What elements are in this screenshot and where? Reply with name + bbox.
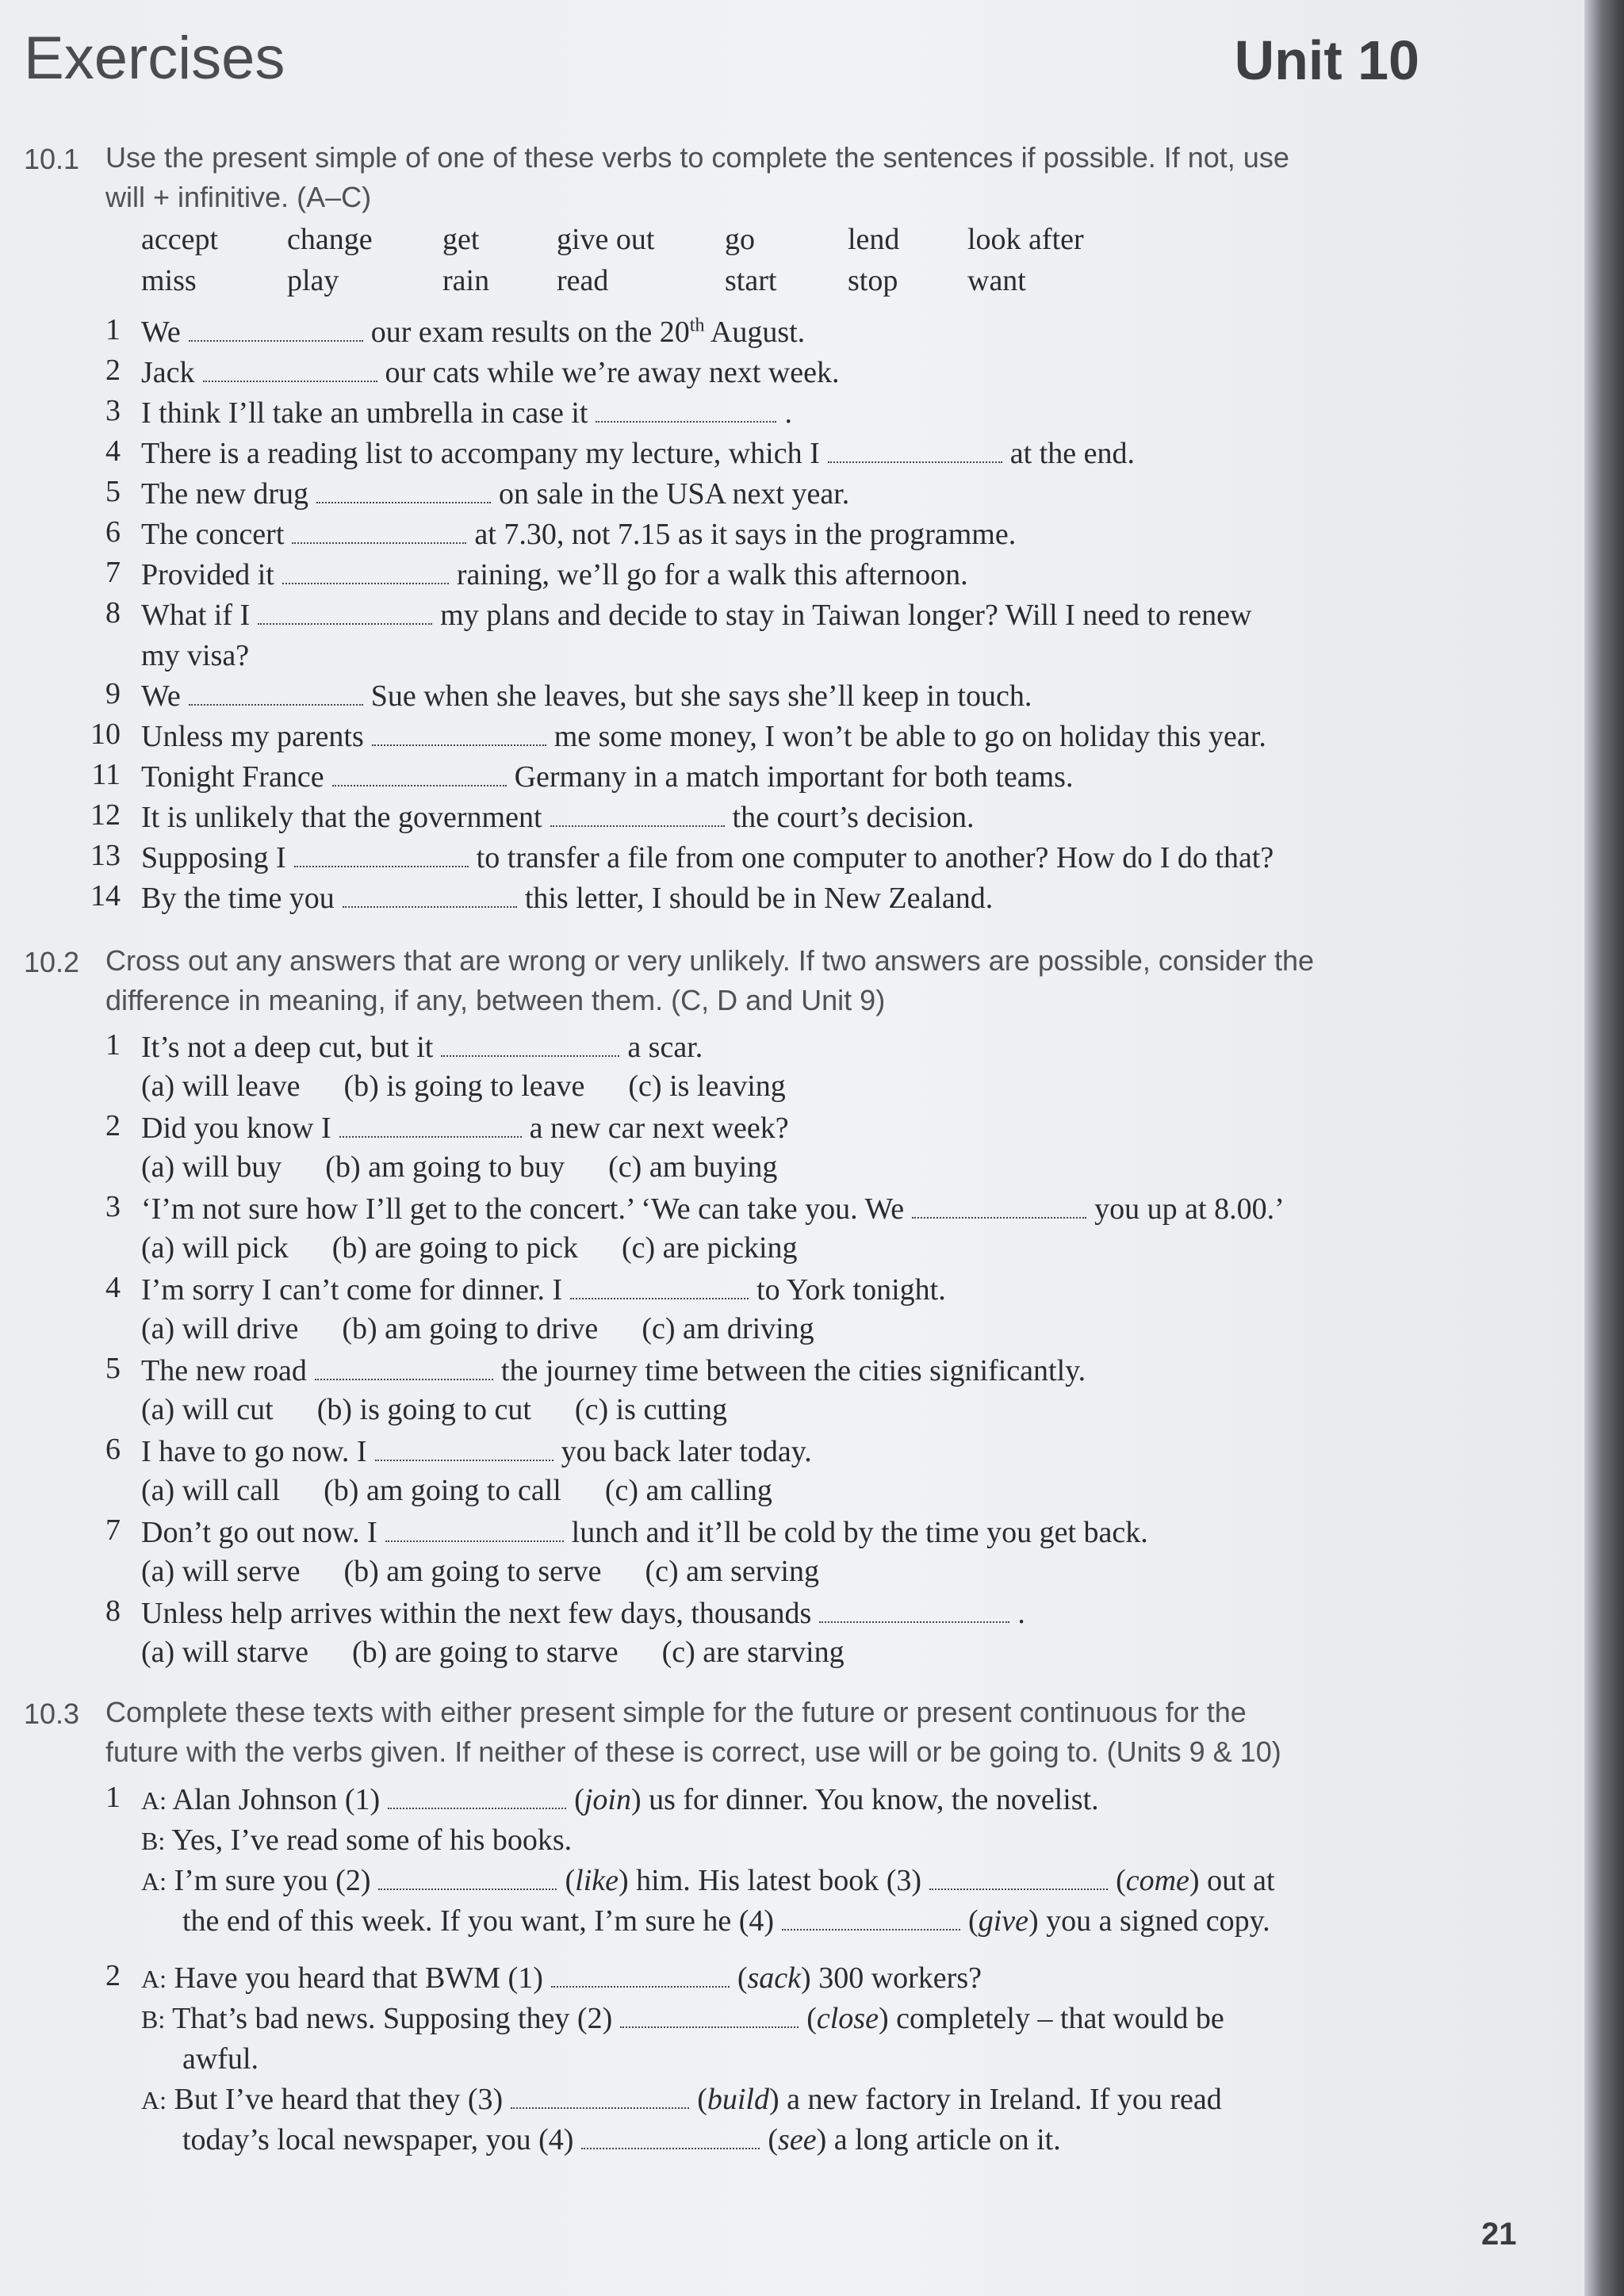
answer-option[interactable]: (c) am serving <box>645 1555 819 1588</box>
item-number: 1 <box>105 1028 121 1062</box>
item-text: me some money, I won’t be able to go on holiday this year. <box>553 720 1266 753</box>
answer-blank[interactable] <box>282 561 449 584</box>
answer-option[interactable]: (a) will buy <box>141 1150 282 1184</box>
item-text: at 7.30, not 7.15 as it says in the programme. <box>474 518 1017 551</box>
item-text: It is unlikely that the government <box>141 801 542 834</box>
instruction-line: future with the verbs given. If neither of these is correct, use will or be going to. (Units 9 & 10) <box>105 1735 1281 1768</box>
item-number: 6 <box>105 1433 121 1466</box>
answer-option[interactable]: (b) is going to leave <box>343 1070 585 1103</box>
answer-blank[interactable] <box>292 520 466 544</box>
item-text: to York tonight. <box>756 1273 946 1307</box>
exercise-number: 10.2 <box>24 946 80 978</box>
item-text: We <box>141 316 181 349</box>
verb-prompt: like <box>575 1864 619 1897</box>
dialogue-text: us for dinner. You know, the novelist. <box>649 1783 1099 1816</box>
answer-option[interactable]: (a) will call <box>141 1474 281 1507</box>
item-text: What if I <box>141 599 251 632</box>
item-text: a scar. <box>627 1031 703 1064</box>
word-bank-item: read <box>557 264 609 297</box>
item-text: my plans and decide to stay in Taiwan longer? Will I need to renew <box>440 599 1252 632</box>
answer-blank[interactable] <box>316 480 491 503</box>
item-text: By the time you <box>141 882 335 915</box>
instruction-line: Use the present simple of one of these verbs to complete the sentences if possible. If not, use <box>105 141 1289 174</box>
dialogue-text: the end of this week. If you want, I’m sure he (4) <box>182 1904 775 1938</box>
answer-options <box>141 1635 888 1670</box>
word-bank-item: lend <box>848 223 900 256</box>
answer-blank[interactable] <box>315 1357 493 1380</box>
answer-blank[interactable] <box>378 1866 557 1890</box>
answer-blank[interactable] <box>189 318 363 342</box>
answer-option[interactable]: (b) are going to pick <box>331 1231 578 1265</box>
instruction-line: Complete these texts with either present simple for the future or present continuous for the <box>105 1696 1247 1728</box>
answer-option[interactable]: (b) am going to buy <box>325 1150 565 1184</box>
item-text: Provided it <box>141 558 274 591</box>
item-text: you back later today. <box>561 1435 812 1468</box>
instruction-line: Cross out any answers that are wrong or very unlikely. If two answers are possible, consider the <box>105 944 1315 977</box>
dialogue-text: But I’ve heard that they (3) <box>174 2083 504 2116</box>
verb-prompt: join <box>584 1783 631 1816</box>
word-bank-item: want <box>967 264 1026 297</box>
instruction-line: difference in meaning, if any, between them. (C, D and Unit 9) <box>105 984 886 1016</box>
item-number: 11 <box>91 758 121 791</box>
unit-label: Unit 10 <box>1234 29 1419 91</box>
dialogue-text: completely – that would be <box>896 2002 1224 2035</box>
item-number: 1 <box>105 1781 121 1814</box>
answer-options <box>141 1069 829 1104</box>
answer-blank[interactable] <box>294 844 469 867</box>
exercise-instructions <box>105 138 1406 217</box>
item-text: Jack <box>141 356 195 389</box>
answer-options <box>141 1311 858 1346</box>
item-text: It’s not a deep cut, but it <box>141 1031 434 1064</box>
item-text: Don’t go out now. I <box>141 1516 377 1549</box>
answer-blank[interactable] <box>388 1785 566 1809</box>
answer-blank[interactable] <box>550 803 725 827</box>
item-text: Supposing I <box>141 841 286 874</box>
word-bank-item: get <box>442 223 480 256</box>
item-number: 5 <box>105 1352 121 1385</box>
item-text: Unless help arrives within the next few days, thousands <box>141 1597 812 1630</box>
verb-prompt: build <box>707 2083 769 2116</box>
answer-option[interactable]: (b) am going to call <box>324 1474 561 1507</box>
item-text: The concert <box>141 518 285 551</box>
speaker-label: B: <box>141 1827 166 1855</box>
answer-blank[interactable] <box>189 682 363 706</box>
item-number: 4 <box>105 434 121 468</box>
answer-option[interactable]: (c) am buying <box>608 1150 778 1184</box>
item-text: The new road <box>141 1354 307 1387</box>
item-number: 2 <box>105 1959 121 1992</box>
word-bank-item: stop <box>848 264 898 297</box>
item-text: Unless my parents <box>141 720 364 753</box>
answer-option[interactable]: (a) will pick <box>141 1231 289 1265</box>
item-number: 8 <box>105 596 121 629</box>
item-number: 5 <box>105 475 121 508</box>
word-bank-item: look after <box>967 223 1084 256</box>
item-text: Sue when she leaves, but she says she’ll keep in touch. <box>370 679 1032 713</box>
item-number: 1 <box>105 313 121 346</box>
answer-options <box>141 1554 863 1589</box>
item-number: 10 <box>90 718 121 751</box>
item-text: Germany in a match important for both teams. <box>514 760 1074 794</box>
item-text: raining, we’ll go for a walk this afternoon. <box>456 558 968 591</box>
word-bank <box>141 222 1126 304</box>
item-number: 13 <box>90 839 121 872</box>
item-text: . <box>784 396 792 430</box>
book-binding-shadow <box>1584 0 1624 2296</box>
item-text: Tonight France <box>141 760 324 794</box>
word-bank-item: play <box>287 264 339 297</box>
verb-prompt: sack <box>747 1961 802 1995</box>
verb-prompt: come <box>1125 1864 1189 1897</box>
item-text: The new drug <box>141 477 309 511</box>
dialogue-text: Alan Johnson (1) <box>172 1783 381 1816</box>
word-bank-item: give out <box>557 223 655 256</box>
answer-blank[interactable] <box>372 722 546 746</box>
answer-blank[interactable] <box>511 2085 689 2109</box>
answer-options <box>141 1392 771 1427</box>
speaker-label: B: <box>141 2005 166 2034</box>
exercise-instructions <box>105 1693 1406 1772</box>
answer-blank[interactable] <box>581 2126 760 2149</box>
item-text: I have to go now. I <box>141 1435 367 1468</box>
dialogue-text: him. His latest book (3) <box>636 1864 922 1897</box>
instruction-line: will + infinitive. (A–C) <box>105 181 372 213</box>
item-number: 7 <box>105 556 121 589</box>
item-number: 7 <box>105 1513 121 1547</box>
answer-option[interactable]: (c) are picking <box>621 1231 798 1265</box>
answer-blank[interactable] <box>819 1599 1009 1623</box>
answer-option[interactable]: (a) will cut <box>141 1393 274 1426</box>
item-number: 6 <box>105 515 121 549</box>
dialogue-text: a long article on it. <box>833 2123 1061 2156</box>
answer-blank[interactable] <box>620 2004 799 2028</box>
item-text: my visa? <box>141 639 250 672</box>
page: Exercises Unit 10 10.1 Use the present simple of one of these verbs to complete the sentences if possible. If not, use will + infinitive. (A–C) accept change get give out go lend look after miss play rain read start stop want 1 We our exam results on the 20th August. 2 Jack our cats while we’re away next week. 3 I think I’ll take an umbrella in case it . 4 There is a reading list to accompany my lecture, which I at the end. 5 The new drug on sale in the USA next year. 6 The concert at 7.30, not 7.15 as it says in the programme. 7 Provided it raining, we’ll go for a walk this afternoon. 8 What if I my plans and decide to stay in Taiwan longer? Will I need to renew my visa? 9 We Sue when she leaves, but she says she’ll keep in touch. 10 Unless my parents me some money, I won’t be able to go on holiday this year. 11 Tonight France Germany in a match important for both teams. 12 It is unlikely that the government the court’s decision. 13 Supposing I to transfer a file from one computer to another? How do I do that? 14 By the time you this letter, I should be in New Zealand. 10.2 Cross out any answers that are wrong or very unlikely. If two answers are possible, consider the difference in meaning, if any, between them. (C, D and Unit 9) 1 It’s not a deep cut, but it a scar. (a) will leave (b) is going to leave (c) is leaving 2 Did you know I a new car next week? (a) will buy (b) am going to buy (c) am buying 3 ‘I’m not sure how I’ll get to the concert.’ ‘We can take you. We you up at 8.00.’ (a) will pick (b) are going to pick (c) are picking 4 I’m sorry I can’t come for dinner. I to York tonight. (a) will drive (b) am going to drive (c) am driving 5 The new road the journey time between the cities significantly. (a) will cut (b) is going to cut (c) is cutting 6 I have to go now. I you back later today. (a) will call (b) am going to call (c) am calling 7 Don’t go out now. I lunch and it’ll be cold by the time you get back. (a) will serve (b) am going to serve (c) am serving 8 Unless help arrives within the next few days, thousands . (a) will starve (b) are going to starve (c) are starving 10.3 Complete these texts with either present simple for the future or present continuous for the future with the verbs given. If neither of these is correct, use will or be going to. (Units 9 & 10) 1 A: Alan Johnson (1) (join) us for dinner. You know, the novelist. B: Yes, I’ve read some of his books. A: I’m sure you (2) (like) him. His latest book (3) (come) out at the end of this week. If you want, I’m sure he (4) (give) you a signed copy. 2 A: Have you heard that BWM (1) (sack) 300 workers? B: That’s bad news. Supposing they (2) (close) completely – that would be awful. A: But I’ve heard that they (3) (build) a new factory in Ireland. If you read today’s local newspaper, you (4) (see) a long article on it. 21 <box>0 0 1584 2296</box>
answer-option[interactable]: (c) am driving <box>642 1312 814 1345</box>
answer-option[interactable]: (b) am going to serve <box>343 1555 602 1588</box>
item-text: Did you know I <box>141 1112 331 1145</box>
word-bank-item: accept <box>141 223 219 256</box>
exercise-number: 10.1 <box>24 143 80 175</box>
item-number: 4 <box>105 1271 121 1304</box>
dialogue-text: awful. <box>182 2042 259 2076</box>
item-number: 12 <box>90 798 121 832</box>
item-text: ‘I’m not sure how I’ll get to the concert.’ ‘We can take you. We <box>141 1192 905 1226</box>
item-text: I think I’ll take an umbrella in case it <box>141 396 588 430</box>
item-text: on sale in the USA next year. <box>499 477 850 511</box>
exercise-instructions <box>105 941 1406 1020</box>
answer-blank[interactable] <box>441 1033 619 1057</box>
word-bank-item: miss <box>141 264 197 297</box>
item-text: There is a reading list to accompany my lecture, which I <box>141 437 820 470</box>
word-bank-item: change <box>287 223 373 256</box>
item-number: 14 <box>90 879 121 913</box>
answer-option[interactable]: (b) is going to cut <box>316 1393 531 1426</box>
answer-option[interactable]: (a) will drive <box>141 1312 299 1345</box>
exercise-number: 10.3 <box>24 1697 80 1730</box>
answer-option[interactable]: (b) are going to starve <box>352 1636 619 1669</box>
item-text: I’m sorry I can’t come for dinner. I <box>141 1273 563 1307</box>
dialogue-text: That’s bad news. Supposing they (2) <box>172 2002 613 2035</box>
answer-option[interactable]: (a) will leave <box>141 1070 301 1103</box>
speaker-label: A: <box>141 1867 167 1896</box>
item-text: August. <box>704 316 806 349</box>
answer-blank[interactable] <box>828 439 1002 463</box>
dialogue-text: a new factory in Ireland. If you read <box>787 2083 1222 2116</box>
item-text: our exam results on the 20 <box>370 316 690 349</box>
answer-blank[interactable] <box>929 1866 1108 1890</box>
dialogue-text: today’s local newspaper, you (4) <box>182 2123 574 2156</box>
answer-option[interactable]: (a) will starve <box>141 1636 309 1669</box>
word-bank-item: start <box>725 264 777 297</box>
verb-prompt: see <box>778 2123 817 2156</box>
answer-options <box>141 1150 821 1184</box>
answer-blank[interactable] <box>912 1195 1086 1219</box>
answer-option[interactable]: (b) am going to drive <box>342 1312 599 1345</box>
dialogue-text: you a signed copy. <box>1046 1904 1270 1938</box>
answer-blank[interactable] <box>596 399 776 423</box>
answer-blank[interactable] <box>332 763 507 786</box>
answer-option[interactable]: (c) am calling <box>604 1474 772 1507</box>
item-text: at the end. <box>1009 437 1135 470</box>
word-bank-item: go <box>725 223 755 256</box>
answer-blank[interactable] <box>375 1437 553 1461</box>
item-number: 3 <box>105 394 121 427</box>
word-bank-item: rain <box>442 264 490 297</box>
answer-blank[interactable] <box>258 601 432 625</box>
item-text: you up at 8.00.’ <box>1094 1192 1285 1226</box>
item-text: our cats while we’re away next week. <box>385 356 840 389</box>
item-text: this letter, I should be in New Zealand. <box>524 882 994 915</box>
answer-options <box>141 1230 841 1265</box>
answer-blank[interactable] <box>385 1518 564 1542</box>
answer-option[interactable]: (c) is leaving <box>628 1070 786 1103</box>
speaker-label: A: <box>141 1786 167 1815</box>
verb-prompt: give <box>978 1904 1028 1938</box>
speaker-label: A: <box>141 2086 167 2114</box>
item-number: 2 <box>105 354 121 387</box>
item-text: the court’s decision. <box>732 801 975 834</box>
item-number: 2 <box>105 1109 121 1142</box>
item-text: the journey time between the cities significantly. <box>500 1354 1086 1387</box>
answer-blank[interactable] <box>339 1114 522 1138</box>
item-number: 9 <box>105 677 121 710</box>
answer-blank[interactable] <box>782 1907 960 1931</box>
dialogue-text: Have you heard that BWM (1) <box>174 1961 543 1995</box>
dialogue-text: Yes, I’ve read some of his books. <box>171 1823 573 1857</box>
answer-blank[interactable] <box>203 358 377 382</box>
page-title: Exercises <box>24 25 285 92</box>
item-number: 3 <box>105 1190 121 1223</box>
superscript: th <box>689 315 705 336</box>
answer-option[interactable]: (c) are starving <box>661 1636 845 1669</box>
answer-blank[interactable] <box>570 1276 749 1299</box>
item-text: a new car next week? <box>529 1112 789 1145</box>
dialogue-text: 300 workers? <box>818 1961 982 1995</box>
item-text: lunch and it’ll be cold by the time you get back. <box>571 1516 1148 1549</box>
dialogue-text: I’m sure you (2) <box>174 1864 371 1897</box>
answer-options <box>141 1473 816 1508</box>
dialogue-text: out at <box>1207 1864 1275 1897</box>
item-text: to transfer a file from one computer to another? How do I do that? <box>476 841 1274 874</box>
answer-option[interactable]: (c) is cutting <box>574 1393 727 1426</box>
item-text: . <box>1017 1597 1025 1630</box>
verb-prompt: close <box>816 2002 879 2035</box>
answer-blank[interactable] <box>551 1964 730 1988</box>
item-number: 8 <box>105 1594 121 1628</box>
answer-option[interactable]: (a) will serve <box>141 1555 301 1588</box>
item-text: We <box>141 679 181 713</box>
speaker-label: A: <box>141 1965 167 1993</box>
page-number: 21 <box>1481 2217 1517 2252</box>
answer-blank[interactable] <box>343 884 517 908</box>
